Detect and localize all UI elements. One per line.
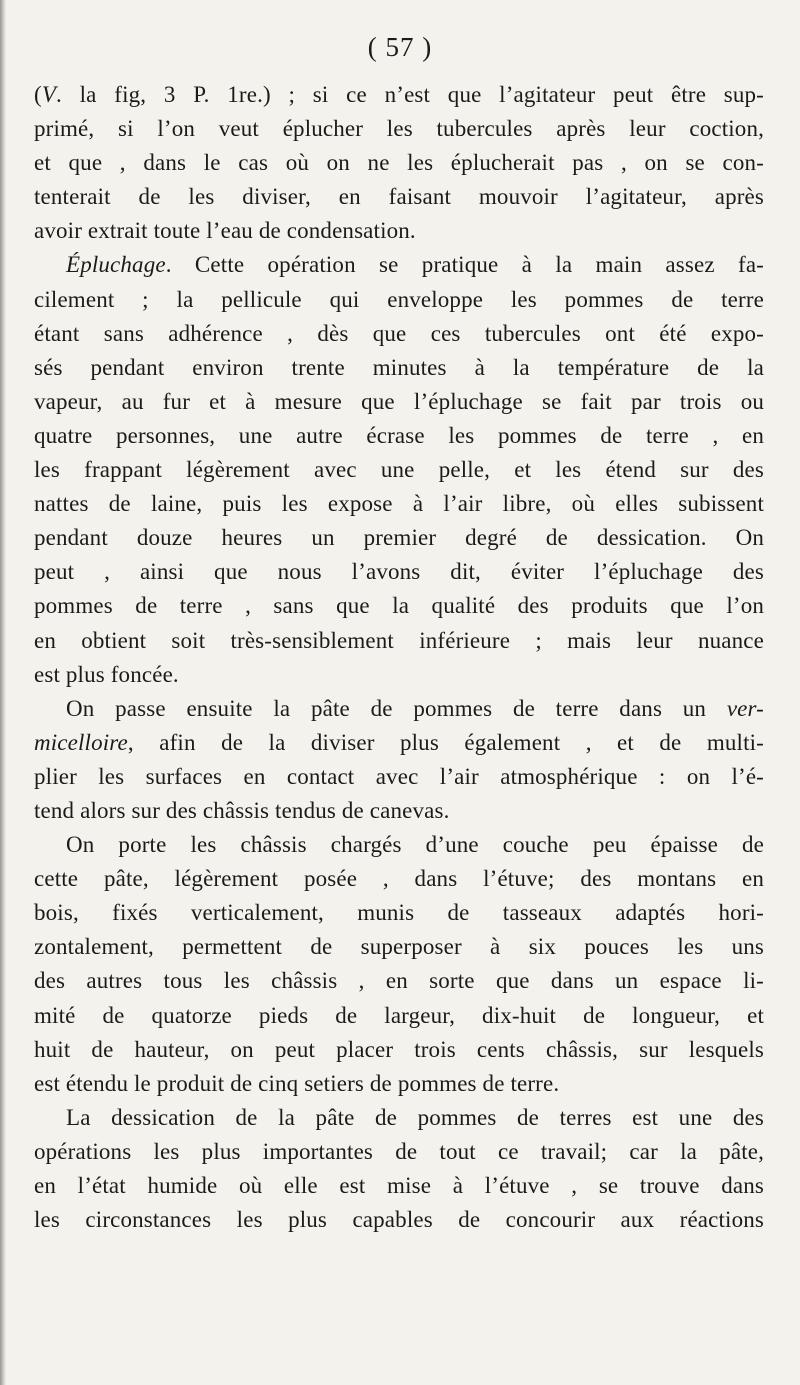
text-segment: tenterait de les diviser, en faisant mouvoir l’agitateur, après — [34, 184, 764, 210]
text-line — [34, 351, 764, 385]
text-segment: peut , ainsi que nous l’avons dit, éviter l’épluchage des — [34, 559, 764, 585]
text-line — [34, 658, 764, 692]
text-segment: . la fig, 3 P. 1re.) ; si ce n’est que l’agitateur peut être sup- — [56, 82, 764, 107]
text-line — [34, 78, 764, 112]
text-segment: nattes de laine, puis les expose à l’air libre, où elles subissent — [34, 491, 764, 517]
text-line — [34, 828, 764, 862]
text-line — [34, 794, 764, 828]
text-line — [34, 1203, 764, 1237]
text-segment: étant sans adhérence , dès que ces tubercules ont été expo- — [34, 320, 764, 346]
text-segment: les circonstances les plus capables de concourir aux réactions — [34, 1207, 764, 1233]
text-segment: vapeur, au fur et à mesure que l’épluchage se fait par trois ou — [34, 388, 764, 414]
text-segment: cette pâte, légèrement posée , dans l’étuve; des montans en — [34, 866, 764, 892]
text-segment: est plus foncée. — [34, 661, 179, 687]
italic-term: micelloire — [34, 729, 128, 755]
text-segment: est étendu le produit de cinq setiers de pommes de terre. — [34, 1070, 560, 1096]
text-segment: avoir extrait toute l’eau de condensation. — [34, 218, 416, 244]
text-segment: . Cette opération se pratique à la main assez fa- — [165, 252, 764, 278]
text-segment: plier les surfaces en contact avec l’air atmosphérique : on l’é- — [34, 763, 764, 789]
text-segment: huit de hauteur, on peut placer trois cents châssis, sur lesquels — [34, 1036, 764, 1062]
text-line — [34, 317, 764, 351]
italic-term: ver- — [726, 695, 764, 721]
text-segment: La dessication de la pâte de pommes de terres est une des — [66, 1104, 764, 1130]
page-number: ( 57 ) — [367, 32, 433, 62]
text-line — [34, 214, 764, 248]
text-line — [34, 1135, 764, 1169]
text-line — [34, 1067, 764, 1101]
text-segment: primé, si l’on veut éplucher les tubercules après leur coction, — [34, 116, 764, 142]
text-line — [34, 1033, 764, 1067]
text-line — [34, 555, 764, 589]
text-line — [34, 862, 764, 896]
text-segment: opérations les plus importantes de tout ce travail; car la pâte, — [34, 1138, 764, 1164]
text-segment: quatre personnes, une autre écrase les pommes de terre , en — [34, 422, 764, 448]
text-line — [34, 453, 764, 487]
text-line — [34, 248, 764, 282]
text-segment: sés pendant environ trente minutes à la température de la — [34, 354, 764, 380]
text-segment: bois, fixés verticalement, munis de tasseaux adaptés hori- — [34, 900, 764, 926]
text-line — [34, 760, 764, 794]
text-line — [34, 283, 764, 317]
text-line — [34, 419, 764, 453]
text-segment: pendant douze heures un premier degré de dessication. On — [34, 525, 764, 551]
text-line — [34, 521, 764, 555]
text-line — [34, 487, 764, 521]
text-segment: On porte les châssis chargés d’une couche peu épaisse de — [66, 832, 764, 858]
text-segment: les frappant légèrement avec une pelle, et les étend sur des — [34, 457, 764, 483]
text-line — [34, 112, 764, 146]
text-segment: , afin de la diviser plus également , et de multi- — [127, 729, 764, 755]
text-line — [34, 1101, 764, 1135]
text-segment: On passe ensuite la pâte de pommes de terre dans un — [66, 695, 727, 721]
text-line — [34, 930, 764, 964]
italic-term: V — [41, 82, 57, 107]
text-segment: tend alors sur des châssis tendus de canevas. — [34, 797, 450, 823]
text-segment: zontalement, permettent de superposer à six pouces les uns — [34, 934, 764, 960]
text-line — [34, 146, 764, 180]
text-line — [34, 589, 764, 623]
italic-term: Épluchage — [66, 252, 166, 278]
body-text — [34, 78, 764, 1237]
text-segment: ( — [34, 82, 42, 107]
text-segment: en l’état humide où elle est mise à l’étuve , se trouve dans — [34, 1173, 764, 1198]
text-segment: pommes de terre , sans que la qualité des produits que l’on — [34, 593, 764, 619]
text-line — [34, 999, 764, 1033]
page-binding-edge — [0, 0, 6, 1385]
text-line — [34, 1169, 764, 1203]
text-segment: en obtient soit très-sensiblement inférieure ; mais leur nuance — [34, 627, 764, 653]
text-segment: des autres tous les châssis , en sorte que dans un espace li- — [34, 968, 764, 994]
text-line — [34, 624, 764, 658]
text-segment: cilement ; la pellicule qui enveloppe les pommes de terre — [34, 286, 764, 312]
text-line — [34, 692, 764, 726]
text-line — [34, 726, 764, 760]
text-segment: et que , dans le cas où on ne les éplucherait pas , on se con- — [34, 150, 764, 176]
text-segment: mité de quatorze pieds de largeur, dix-huit de longueur, et — [34, 1002, 764, 1028]
text-line — [34, 385, 764, 419]
text-line — [34, 896, 764, 930]
text-line — [34, 180, 764, 214]
text-line — [34, 964, 764, 998]
